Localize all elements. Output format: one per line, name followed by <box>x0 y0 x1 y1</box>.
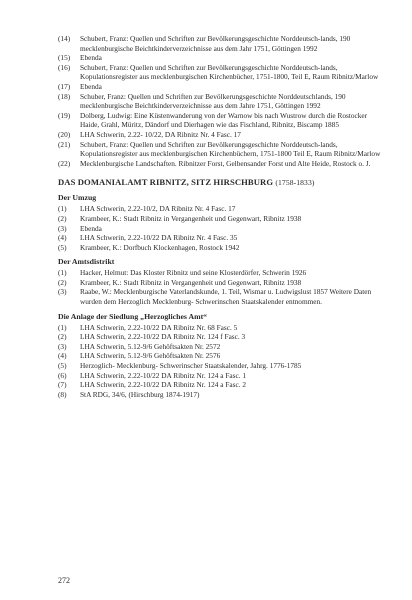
reference-entry <box>58 224 388 234</box>
reference-number: (8) <box>58 389 67 399</box>
reference-text: LHA Schwerin, 2.22-10/22 DA Ribnitz Nr. 124 f Fasc. 3 <box>80 332 246 342</box>
reference-text: Dolberg, Ludwig: Eine Küstenwanderung von der Warnow bis nach Wustrow durch die Rostocker Haide, Grahl, Müritz, Dändorf und Dierhagen wie das Fischland, Ribnitz, Biscamp 1885 <box>80 110 368 130</box>
reference-entry <box>58 351 388 361</box>
reference-number: (5) <box>58 242 67 252</box>
reference-number: (3) <box>58 223 67 233</box>
reference-text: Schubert, Franz: Quellen und Schriften zur Bevölkerungsgeschichte Norddeutsch-lands, 190 mecklenburgische Beichtkinderverzeichnisse aus dem Jahr 1751, Göttingen 1992 <box>80 34 351 53</box>
reference-entry <box>58 34 388 53</box>
reference-number: (2) <box>58 277 67 287</box>
section-list <box>58 193 388 399</box>
reference-entry <box>58 233 388 243</box>
reference-number: (7) <box>58 380 67 390</box>
reference-text: LHA Schwerin, 2.22-10/22 DA Ribnitz Nr. 124 a Fasc. 1 <box>80 370 246 380</box>
reference-text: LHA Schwerin, 5.12-9/6 Gehöftsakten Nr. 2576 <box>80 351 221 361</box>
reference-entry <box>58 243 388 253</box>
reference-entry <box>58 323 388 333</box>
reference-text: Mecklenburgische Landschaften. Ribnitzer Forst, Gelbensander Forst und Alte Heide, Rostock o. J. <box>80 158 371 168</box>
reference-text: LHA Schwerin, 2.22-10/22 DA Ribnitz Nr. 68 Fasc. 5 <box>80 322 238 332</box>
reference-number: (20) <box>58 129 71 139</box>
reference-text: Krambeer, K.: Dorfbuch Klockenhagen, Rostock 1942 <box>80 242 240 252</box>
reference-entry <box>58 111 388 130</box>
reference-number: (14) <box>58 34 71 43</box>
reference-text: Ebenda <box>80 81 102 91</box>
reference-entry <box>58 268 388 278</box>
reference-text: Schuber, Franz: Quellen und Schriften zur Bevölkerungsgeschichte Norddeutschlands, 190 mecklenburgische Beichtkinderverzeichnisse aus dem Jahre 1751, Göttingen 1992 <box>80 91 346 111</box>
reference-text: Schubert, Franz: Quellen und Schriften zur Bevölkerungsgeschichte Norddeutsch-lands, Kopulationsregister aus mecklenburgischen Kirchenbücher, 1751-1800, Teil E, Raum Ribnitz/Marlow <box>80 62 379 82</box>
reference-text: Ebenda <box>80 223 102 233</box>
reference-number: (2) <box>58 332 67 342</box>
chapter-years: (1758-1833) <box>275 178 315 188</box>
chapter-heading <box>58 177 388 188</box>
reference-text: Krambeer, K.: Stadt Ribnitz in Vergangenheit und Gegenwart, Ribnitz 1938 <box>80 277 302 287</box>
reference-text: Herzoglich- Mecklenburg- Schwerinscher Staatskalender, Jahrg. 1776-1785 <box>80 361 302 371</box>
reference-text: Raabe, W.: Mecklenburgische Vaterlandskunde, 1. Teil, Wismar u. Ludwigslust 1857 Weitere Daten wurden dem Herzoglich Mecklenburg- Schwerinschen Staatskalender entnommen. <box>80 287 372 307</box>
reference-number: (5) <box>58 361 67 371</box>
spacer <box>58 168 388 177</box>
reference-entry <box>58 390 388 400</box>
section-heading: Der Umzug <box>58 193 97 203</box>
reference-text: Krambeer, K.: Stadt Ribnitz in Vergangenheit und Gegenwart, Ribnitz 1938 <box>80 213 302 223</box>
reference-entry <box>58 92 388 111</box>
reference-entry <box>58 130 388 140</box>
reference-number: (3) <box>58 341 67 351</box>
reference-entry <box>58 380 388 390</box>
reference-number: (3) <box>58 287 67 297</box>
reference-text: LHA Schwerin, 2.22-10/2, DA Ribnitz Nr. 4 Fasc. 17 <box>80 204 236 214</box>
reference-number: (21) <box>58 139 71 149</box>
reference-number: (4) <box>58 351 67 361</box>
reference-text: Schubert, Franz: Quellen und Schriften zur Bevölkerungsgeschichte Norddeutsch-lands, Kopulationsregister aus mecklenburgischen Kirchenbüchern, 1751-1800 Teil E, Raum Ribnitz/Marlow <box>80 139 381 159</box>
chapter-title: DAS DOMANIALAMT RIBNITZ, SITZ HIRSCHBURG <box>58 177 274 188</box>
reference-number: (4) <box>58 233 67 243</box>
reference-number: (1) <box>58 322 67 332</box>
reference-entry <box>58 53 388 63</box>
reference-text: LHA Schwerin, 5.12-9/6 Gehöftsakten Nr. 2572 <box>80 341 221 351</box>
reference-number: (6) <box>58 370 67 380</box>
reference-entry <box>58 361 388 371</box>
reference-number: (1) <box>58 204 67 214</box>
reference-text: LHA Schwerin, 2.22- 10/22, DA Ribnitz Nr. 4 Fasc. 17 <box>80 129 241 139</box>
section-heading: Der Amtsdistrikt <box>58 257 115 267</box>
reference-text: Hacker, Helmut: Das Kloster Ribnitz und seine Klosterdörfer, Schwerin 1926 <box>80 268 307 278</box>
reference-entry <box>58 159 388 169</box>
reference-entry <box>58 204 388 214</box>
reference-number: (15) <box>58 53 71 63</box>
reference-entry <box>58 332 388 342</box>
reference-number: (18) <box>58 91 71 101</box>
reference-number: (19) <box>58 110 71 120</box>
reference-entry <box>58 214 388 224</box>
reference-text: LHA Schwerin, 2.22-10/22 DA Ribnitz Nr. 4 Fasc. 35 <box>80 233 238 243</box>
reference-entry <box>58 287 388 306</box>
reference-entry <box>58 371 388 381</box>
reference-text: Ebenda <box>80 53 102 63</box>
reference-entry <box>58 63 388 82</box>
reference-entry <box>58 342 388 352</box>
section-heading: Die Anlage der Siedlung „Herzogliches Amt“ <box>58 311 208 321</box>
reference-text: StA RDG, 34/6, (Hirschburg 1874-1917) <box>80 389 200 399</box>
reference-entry <box>58 82 388 92</box>
reference-number: (16) <box>58 62 71 72</box>
reference-entry <box>58 140 388 159</box>
reference-number: (1) <box>58 268 67 278</box>
page-body <box>58 34 388 399</box>
page-number: 272 <box>58 576 70 585</box>
reference-number: (2) <box>58 213 67 223</box>
reference-number: (22) <box>58 158 71 168</box>
reference-text: LHA Schwerin, 2.22-10/22 DA Ribnitz Nr. 124 a Fasc. 2 <box>80 380 246 390</box>
footnote-list <box>58 34 388 168</box>
reference-entry <box>58 278 388 288</box>
reference-number: (17) <box>58 81 71 91</box>
